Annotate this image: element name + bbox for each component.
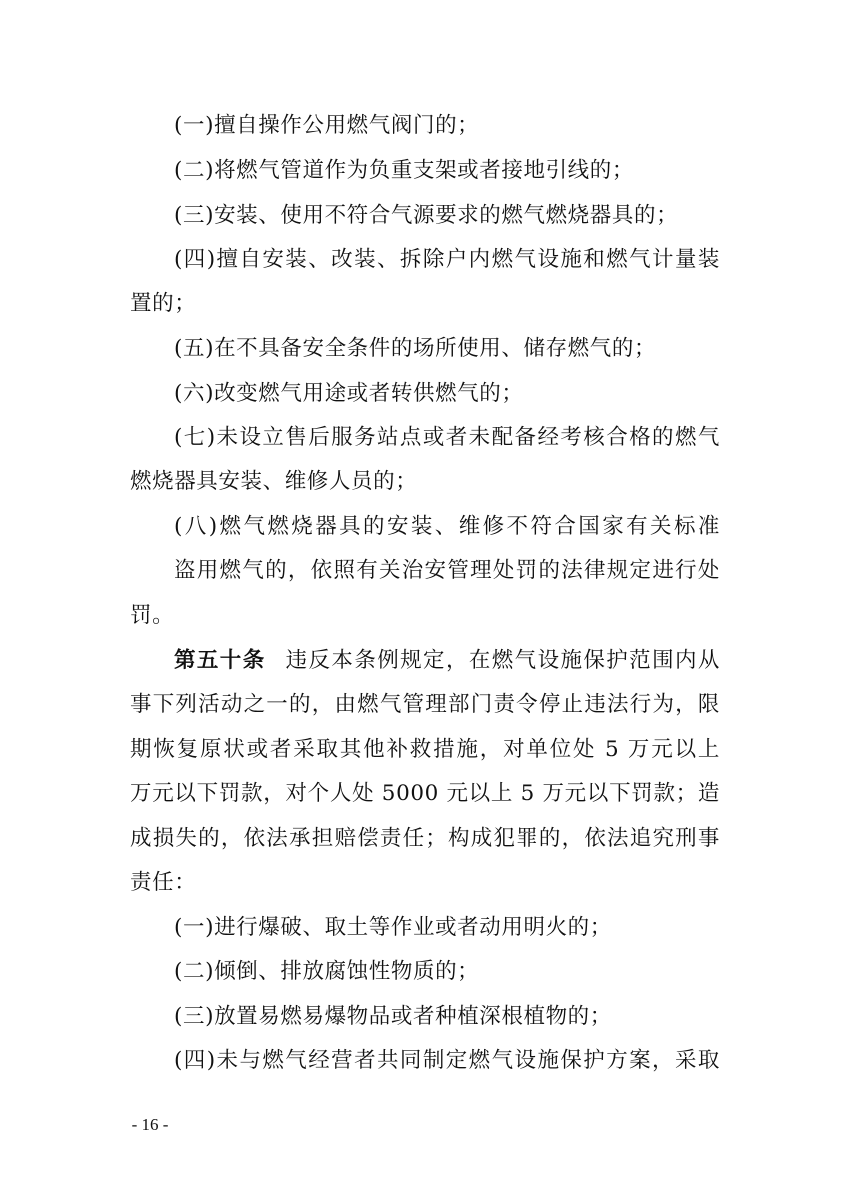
item-3-text: (三)安装、使用不符合气源要求的燃气燃烧器具的；: [174, 203, 679, 228]
item-8-text: (八)燃气燃烧器具的安装、维修不符合国家有关标准: [174, 514, 720, 539]
activity-item-3-text: (三)放置易燃易爆物品或者种植深根植物的；: [174, 1004, 612, 1029]
item-5-text: (五)在不具备安全条件的场所使用、储存燃气的；: [174, 336, 657, 361]
article-50-line2: 事下列活动之一的，由燃气管理部门责令停止违法行为，限: [130, 692, 720, 717]
theft-paragraph-line2: 罚。: [130, 603, 175, 628]
article-50-line6: 责任：: [130, 870, 197, 895]
activity-item-2-text: (二)倾倒、排放腐蚀性物质的；: [174, 959, 480, 984]
item-4-text-line1: (四)擅自安装、改装、拆除户内燃气设施和燃气计量装: [174, 247, 720, 272]
page-number: - 16 -: [131, 1115, 169, 1134]
activity-item-4-text: (四)未与燃气经营者共同制定燃气设施保护方案，采取: [174, 1048, 720, 1073]
activity-item-1-text: (一)进行爆破、取土等作业或者动用明火的；: [174, 915, 612, 940]
article-50-line3: 期恢复原状或者采取其他补救措施，对单位处 5 万元以上: [130, 737, 720, 762]
article-50-line4: 万元以下罚款，对个人处 5000 元以上 5 万元以下罚款；造: [130, 781, 720, 806]
item-2-text: (二)将燃气管道作为负重支架或者接地引线的；: [174, 158, 634, 183]
article-50-first-line-text: 违反本条例规定，在燃气设施保护范围内从: [285, 648, 720, 673]
item-1-text: (一)擅自操作公用燃气阀门的；: [174, 113, 480, 138]
item-4-text-line2: 置的；: [130, 291, 197, 316]
item-7-text-line1: (七)未设立售后服务站点或者未配备经考核合格的燃气: [174, 425, 720, 450]
item-7-text-line2: 燃烧器具安装、维修人员的；: [130, 469, 418, 494]
theft-paragraph-line1: 盗用燃气的，依照有关治安管理处罚的法律规定进行处: [174, 558, 720, 583]
item-6-text: (六)改变燃气用途或者转供燃气的；: [174, 381, 524, 406]
article-50-line5: 成损失的，依法承担赔偿责任；构成犯罪的，依法追究刑事: [130, 826, 720, 851]
article-50-first-line: [174, 639, 720, 683]
article-number: 第五十条: [174, 648, 266, 673]
